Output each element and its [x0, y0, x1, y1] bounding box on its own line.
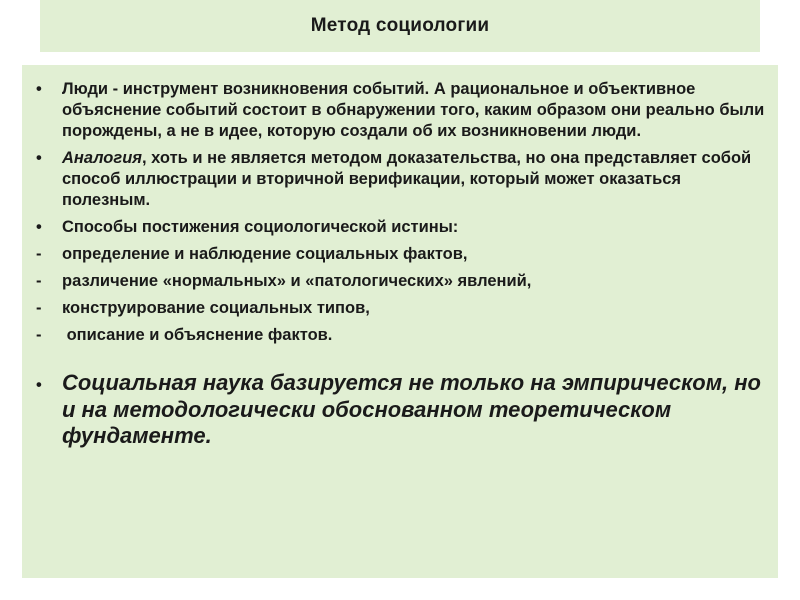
title-bar [40, 0, 760, 52]
list-item [36, 79, 766, 142]
list-item [36, 244, 766, 265]
dash-marker: - [36, 299, 42, 317]
list-item-text: Способы постижения социологической истины: [62, 218, 459, 236]
list-item [36, 298, 766, 319]
list-item [36, 148, 766, 211]
bullet-marker: • [36, 376, 42, 394]
bullet-marker: • [36, 149, 42, 167]
slide-title: Метод социологии [310, 15, 490, 36]
dash-marker: - [36, 272, 42, 290]
list-item [36, 271, 766, 292]
dash-marker: - [36, 326, 42, 344]
list-item-text: определение и наблюдение социальных фактов, [62, 245, 468, 263]
list-item-text: конструирование социальных типов, [62, 299, 370, 317]
list-item-text: Люди - инструмент возникновения событий. А рациональное и объективное объяснение событий состоит в обнаружении того, каким образом они реально были порождены, а не в идее, которую создали об их возникновении люди. [62, 80, 765, 140]
list-item-text: , хоть и не является методом доказательства, но она представляет собой способ иллюстрации и вторичной верификации, который может оказаться полезным. [62, 149, 752, 209]
bullet-marker: • [36, 80, 42, 98]
content-panel [22, 65, 778, 578]
list-item-text: описание и объяснение фактов. [62, 326, 333, 344]
analogy-term: Аналогия [62, 149, 142, 167]
list-item-text: Социальная наука базируется не только на эмпирическом, но и на методологически обоснованном теоретическом фундаменте. [62, 370, 761, 448]
list-item-conclusion [36, 370, 766, 450]
dash-marker: - [36, 245, 42, 263]
list-item-text: различение «нормальных» и «патологических» явлений, [62, 272, 532, 290]
list-item [36, 325, 766, 346]
list-item [36, 217, 766, 238]
bullet-marker: • [36, 218, 42, 236]
bullet-list [36, 79, 766, 456]
